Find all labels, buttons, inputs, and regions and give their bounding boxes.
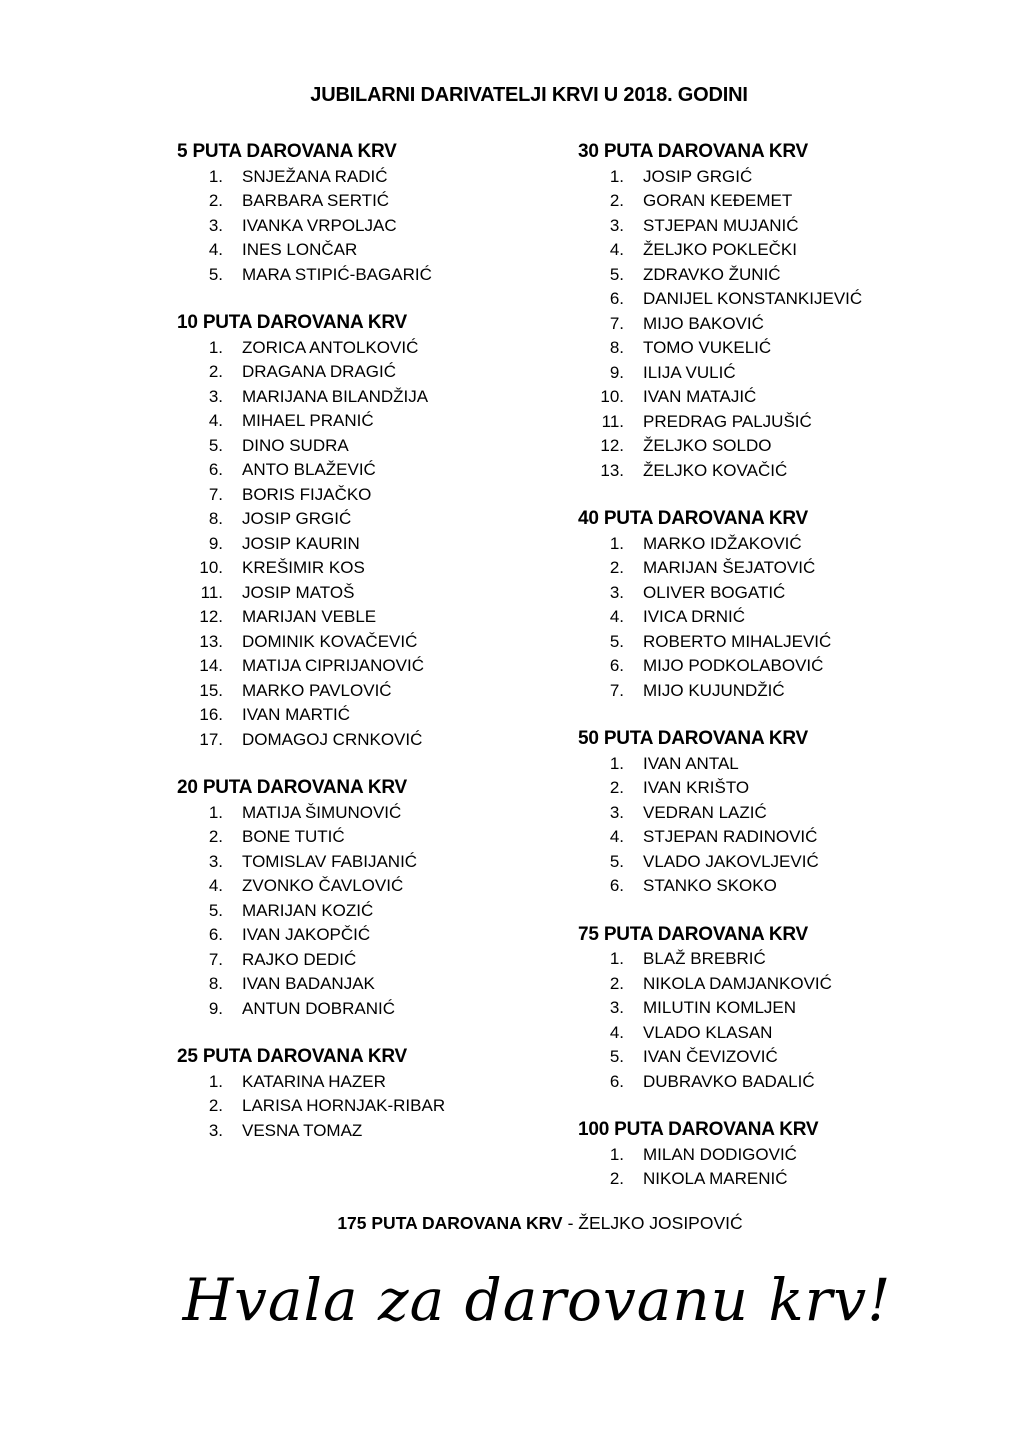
donor-name: BARBARA SERTIĆ — [242, 191, 390, 210]
donor-list-item — [177, 948, 577, 973]
donor-list — [177, 801, 577, 1022]
donor-list-item — [578, 679, 1018, 704]
donor-list-item — [177, 360, 577, 385]
donor-name: IVAN JAKOPČIĆ — [242, 925, 371, 944]
donor-list — [177, 165, 577, 288]
donor-list — [578, 165, 1018, 484]
item-number: 5. — [609, 851, 624, 871]
page-title: JUBILARNI DARIVATELJI KRVI U 2018. GODINI — [310, 84, 748, 106]
item-number: 4. — [609, 240, 624, 259]
item-number: 1. — [208, 337, 223, 357]
donor-list-item — [177, 263, 577, 288]
donor-list-item — [578, 825, 1018, 850]
item-number: 12. — [600, 436, 624, 455]
donor-list-item — [578, 238, 1018, 263]
donor-list-item — [578, 996, 1018, 1021]
donor-name: LARISA HORNJAK-RIBAR — [242, 1096, 446, 1115]
donor-list-item — [578, 459, 1018, 484]
item-number: 2. — [609, 558, 624, 577]
item-number: 5. — [208, 435, 223, 455]
section-heading: 10 PUTA DAROVANA KRV — [177, 312, 408, 333]
item-number: 1. — [609, 166, 624, 186]
donor-name: RAJKO DEDIĆ — [242, 949, 357, 969]
donor-name: NIKOLA MARENIĆ — [643, 1169, 788, 1188]
donor-list-item — [177, 630, 577, 655]
right-column — [578, 140, 1018, 1216]
donor-list-item — [578, 752, 1018, 777]
item-number: 2. — [208, 827, 223, 846]
donor-list-item — [177, 654, 577, 679]
donor-name: DOMINIK KOVAČEVIĆ — [242, 631, 418, 651]
donor-list-item — [578, 410, 1018, 435]
closing-script-text: Hvala za darovanu krv! — [182, 1266, 892, 1334]
donor-name: MARA STIPIĆ-BAGARIĆ — [242, 264, 432, 284]
donor-list-item — [177, 214, 577, 239]
donor-section-5-puta — [177, 140, 577, 287]
item-number: 6. — [609, 876, 624, 895]
donor-name: ZDRAVKO ŽUNIĆ — [643, 264, 781, 284]
item-number: 5. — [208, 900, 223, 920]
donor-name: IVICA DRNIĆ — [643, 607, 746, 626]
donor-list-item — [177, 434, 577, 459]
item-number: 1. — [208, 802, 223, 822]
item-number: 2. — [208, 191, 223, 210]
item-number: 11. — [601, 411, 624, 431]
item-number: 13. — [199, 631, 223, 651]
section-heading: 50 PUTA DAROVANA KRV — [578, 728, 809, 749]
donor-list-item — [177, 1070, 577, 1095]
donor-name: GORAN KEĐEMET — [643, 191, 793, 210]
donor-name: IVAN MARTIĆ — [242, 705, 350, 724]
donor-list-item — [578, 1070, 1018, 1095]
item-number: 1. — [609, 949, 624, 968]
donor-name: STANKO SKOKO — [643, 876, 777, 895]
donor-list-item — [578, 1143, 1018, 1168]
donor-list-item — [177, 605, 577, 630]
item-number: 5. — [609, 264, 624, 284]
item-number: 4. — [609, 1022, 624, 1042]
donor-name: MARIJAN ŠEJATOVIĆ — [643, 558, 816, 577]
item-number: 4. — [609, 827, 624, 846]
donor-list-item — [177, 874, 577, 899]
donor-list-item — [177, 238, 577, 263]
donor-list-item — [578, 1167, 1018, 1192]
donor-name: IVAN ČEVIZOVIĆ — [643, 1047, 778, 1066]
donor-name: NIKOLA DAMJANKOVIĆ — [643, 973, 832, 993]
item-number: 11. — [200, 582, 223, 602]
donor-name: DOMAGOJ CRNKOVIĆ — [242, 729, 423, 749]
donor-list-item — [177, 507, 577, 532]
donor-section-100-puta — [578, 1118, 1018, 1192]
donor-list-item — [578, 972, 1018, 997]
donor-name: MILAN DODIGOVIĆ — [643, 1144, 797, 1164]
item-number: 3. — [609, 998, 624, 1017]
item-number: 5. — [208, 264, 223, 284]
donor-name: ŽELJKO KOVAČIĆ — [643, 460, 788, 480]
donor-list-item — [177, 825, 577, 850]
donor-name: IVAN MATAJIĆ — [643, 387, 757, 406]
item-number: 4. — [208, 411, 223, 430]
item-number: 6. — [609, 289, 624, 308]
section-heading: 5 PUTA DAROVANA KRV — [177, 141, 397, 162]
donor-list-item — [578, 189, 1018, 214]
donor-list-item — [578, 434, 1018, 459]
donor-name: MARIJAN KOZIĆ — [242, 900, 374, 920]
donor-name: TOMO VUKELIĆ — [643, 338, 772, 357]
item-number: 2. — [609, 778, 624, 797]
section-heading: 40 PUTA DAROVANA KRV — [578, 508, 809, 529]
item-number: 3. — [208, 1120, 223, 1140]
item-number: 5. — [609, 1047, 624, 1066]
donor-name: MIJO PODKOLABOVIĆ — [643, 656, 824, 675]
donor-list-item — [177, 458, 577, 483]
item-number: 1. — [609, 533, 624, 553]
item-number: 16. — [199, 705, 223, 724]
section-heading: 75 PUTA DAROVANA KRV — [578, 923, 809, 945]
item-number: 12. — [199, 607, 223, 626]
left-column — [177, 140, 577, 1167]
item-number: 5. — [609, 631, 624, 651]
section-heading: 20 PUTA DAROVANA KRV — [177, 777, 408, 798]
donor-list-item — [578, 214, 1018, 239]
donor-name: STJEPAN MUJANIĆ — [643, 215, 799, 235]
donor-name: VEDRAN LAZIĆ — [643, 802, 767, 822]
donor-list-item — [177, 801, 577, 826]
donor-name: JOSIP GRGIĆ — [242, 509, 352, 528]
donor-name: MARKO IDŽAKOVIĆ — [643, 533, 802, 553]
item-number: 2. — [609, 1169, 624, 1188]
item-number: 15. — [199, 680, 223, 700]
donor-name: JOSIP MATOŠ — [242, 582, 355, 602]
donor-list-item — [177, 923, 577, 948]
donor-list — [578, 532, 1018, 704]
donor-list-item — [578, 361, 1018, 386]
item-number: 8. — [609, 338, 624, 357]
section-heading: 30 PUTA DAROVANA KRV — [578, 141, 809, 162]
item-number: 7. — [208, 484, 223, 504]
donor-name: ILIJA VULIĆ — [643, 362, 736, 382]
donor-list — [177, 1070, 577, 1144]
donor-name: DUBRAVKO BADALIĆ — [643, 1071, 815, 1091]
donor-list-item — [177, 728, 577, 753]
donor-list-item — [578, 165, 1018, 190]
donor-list-item — [177, 556, 577, 581]
donor-name: IVAN KRIŠTO — [643, 778, 750, 797]
donor-section-75-puta — [578, 923, 1018, 1095]
donor-list-item — [578, 336, 1018, 361]
donor-section-30-puta — [578, 140, 1018, 483]
item-number: 3. — [208, 851, 223, 871]
donor-list-item — [177, 336, 577, 361]
donor-list-item — [578, 776, 1018, 801]
donor-name: ŽELJKO POKLEČKI — [643, 240, 797, 259]
item-number: 3. — [609, 582, 624, 602]
donor-name: MARIJANA BILANDŽIJA — [242, 386, 429, 406]
donor-name: DANIJEL KONSTANKIJEVIĆ — [643, 289, 863, 308]
item-number: 9. — [208, 998, 223, 1018]
donor-list — [578, 1143, 1018, 1192]
donor-list-item — [578, 801, 1018, 826]
donor-list-item — [177, 899, 577, 924]
donor-list-item — [578, 581, 1018, 606]
donor-name: IVAN ANTAL — [643, 753, 739, 773]
donor-list — [177, 336, 577, 753]
donor-name: MARKO PAVLOVIĆ — [242, 680, 392, 700]
item-number: 17. — [199, 729, 223, 749]
donor-list-item — [177, 189, 577, 214]
item-number: 2. — [609, 191, 624, 210]
donor-list-item — [578, 874, 1018, 899]
donor-name: STJEPAN RADINOVIĆ — [643, 827, 818, 846]
item-number: 2. — [208, 362, 223, 381]
donor-name: VLADO KLASAN — [643, 1022, 773, 1042]
donor-name: SNJEŽANA RADIĆ — [242, 166, 388, 186]
donor-list-item — [578, 556, 1018, 581]
donor-list-item — [578, 312, 1018, 337]
donor-name: KREŠIMIR KOS — [242, 558, 365, 577]
item-number: 14. — [199, 656, 223, 675]
donor-name: ZVONKO ČAVLOVIĆ — [242, 876, 404, 895]
item-number: 7. — [609, 680, 624, 700]
donor-list-item — [578, 385, 1018, 410]
item-number: 10. — [600, 387, 624, 406]
special-donor-name: - ŽELJKO JOSIPOVIĆ — [567, 1213, 743, 1233]
item-number: 4. — [609, 607, 624, 626]
donor-name: BONE TUTIĆ — [242, 827, 345, 846]
donor-list-item — [177, 1119, 577, 1144]
donor-name: JOSIP KAURIN — [242, 533, 360, 553]
donor-name: VLADO JAKOVLJEVIĆ — [643, 851, 819, 871]
item-number: 13. — [600, 460, 624, 480]
donor-list-item — [177, 385, 577, 410]
donor-list-item — [177, 581, 577, 606]
donor-name: PREDRAG PALJUŠIĆ — [643, 411, 812, 431]
donor-name: MATIJA ŠIMUNOVIĆ — [242, 802, 402, 822]
donor-list-item — [177, 532, 577, 557]
donor-name: MARIJAN VEBLE — [242, 607, 377, 626]
item-number: 4. — [208, 876, 223, 895]
item-number: 8. — [208, 509, 223, 528]
donor-name: MIJO BAKOVIĆ — [643, 313, 764, 333]
donor-list-item — [177, 165, 577, 190]
donor-list-item — [578, 850, 1018, 875]
item-number: 2. — [208, 1096, 223, 1115]
donor-name: IVAN BADANJAK — [242, 974, 375, 993]
item-number: 8. — [208, 974, 223, 993]
donor-list-item — [578, 1045, 1018, 1070]
donor-list-item — [578, 287, 1018, 312]
donor-list-item — [177, 703, 577, 728]
donor-list-item — [177, 1094, 577, 1119]
donor-name: MIJO KUJUNDŽIĆ — [643, 680, 785, 700]
donor-list-item — [578, 947, 1018, 972]
item-number: 3. — [208, 386, 223, 406]
donor-section-10-puta — [177, 311, 577, 752]
donor-list-item — [177, 997, 577, 1022]
item-number: 7. — [208, 949, 223, 969]
donor-name: DINO SUDRA — [242, 435, 349, 455]
donor-name: TOMISLAV FABIJANIĆ — [242, 851, 418, 871]
donor-section-40-puta — [578, 507, 1018, 703]
item-number: 4. — [208, 240, 223, 259]
item-number: 9. — [208, 533, 223, 553]
donor-name: JOSIP GRGIĆ — [643, 166, 753, 186]
item-number: 1. — [609, 1144, 624, 1164]
donor-section-25-puta — [177, 1045, 577, 1143]
donor-name: MATIJA CIPRIJANOVIĆ — [242, 656, 424, 675]
donor-name: MIHAEL PRANIĆ — [242, 411, 374, 430]
donor-list-item — [578, 1021, 1018, 1046]
item-number: 1. — [208, 1071, 223, 1091]
item-number: 6. — [208, 460, 223, 479]
donor-name: MILUTIN KOMLJEN — [643, 998, 797, 1017]
donor-section-50-puta — [578, 727, 1018, 899]
donor-section-20-puta — [177, 776, 577, 1021]
item-number: 9. — [609, 362, 624, 382]
donor-list-item — [177, 483, 577, 508]
donor-name: ROBERTO MIHALJEVIĆ — [643, 631, 832, 651]
donor-name: IVANKA VRPOLJAC — [242, 215, 397, 235]
item-number: 1. — [208, 166, 223, 186]
special-donor-label: 175 PUTA DAROVANA KRV — [337, 1213, 563, 1233]
donor-name: VESNA TOMAZ — [242, 1120, 363, 1140]
donor-list-item — [578, 263, 1018, 288]
donor-name: ZORICA ANTOLKOVIĆ — [242, 337, 419, 357]
donor-name: OLIVER BOGATIĆ — [643, 582, 786, 602]
donor-list-item — [578, 605, 1018, 630]
item-number: 3. — [208, 215, 223, 235]
donor-name: KATARINA HAZER — [242, 1071, 386, 1091]
item-number: 3. — [609, 802, 624, 822]
item-number: 10. — [199, 558, 223, 577]
donor-list — [578, 947, 1018, 1094]
donor-name: INES LONČAR — [242, 240, 358, 259]
donor-name: ŽELJKO SOLDO — [643, 436, 772, 455]
donor-name: ANTUN DOBRANIĆ — [242, 998, 396, 1018]
donor-list-item — [177, 409, 577, 434]
item-number: 1. — [609, 753, 624, 773]
donor-name: ANTO BLAŽEVIĆ — [242, 460, 376, 479]
item-number: 7. — [609, 313, 624, 333]
donor-list-item — [177, 679, 577, 704]
donor-name: DRAGANA DRAGIĆ — [242, 362, 396, 381]
donor-list-item — [578, 654, 1018, 679]
donor-list-item — [578, 630, 1018, 655]
special-donor-line — [0, 1213, 1024, 1234]
item-number: 6. — [208, 925, 223, 944]
donor-list-item — [177, 850, 577, 875]
item-number: 6. — [609, 1071, 624, 1091]
donor-name: BLAŽ BREBRIĆ — [643, 949, 766, 968]
section-heading: 25 PUTA DAROVANA KRV — [177, 1046, 408, 1067]
item-number: 2. — [609, 973, 624, 993]
item-number: 6. — [609, 656, 624, 675]
donor-list-item — [578, 532, 1018, 557]
donor-list — [578, 752, 1018, 899]
donor-list-item — [177, 972, 577, 997]
donor-name: BORIS FIJAČKO — [242, 484, 372, 504]
item-number: 3. — [609, 215, 624, 235]
section-heading: 100 PUTA DAROVANA KRV — [578, 1119, 819, 1140]
